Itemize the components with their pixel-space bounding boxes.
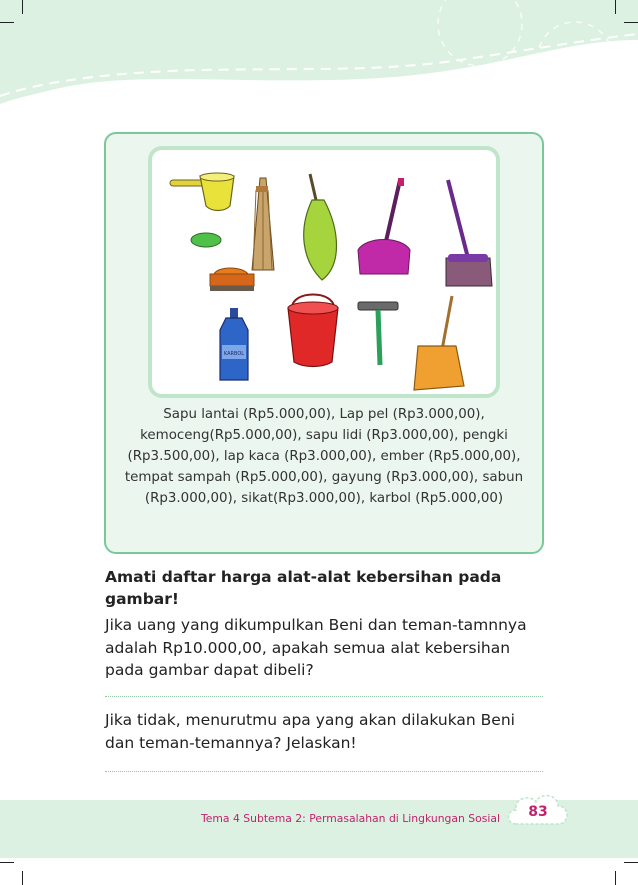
floor-broom-icon bbox=[446, 180, 492, 286]
cleaning-tools-drawing bbox=[152, 150, 496, 394]
crop-mark bbox=[615, 0, 616, 14]
price-list-text: Sapu lantai (Rp5.000,00), Lap pel (Rp3.000,00), kemoceng(Rp5.000,00), sapu lidi (Rp3.000,00), pengki (Rp3.500,00), lap kaca (Rp3.000,00), ember (Rp5.000,00), tempat sampah (Rp5.000,00), gayung (Rp3.000,00), sabun (Rp3.000,00), sikat(Rp3.000,00), karbol (Rp5.000,00) bbox=[124, 407, 524, 506]
crop-mark bbox=[0, 22, 14, 23]
crop-mark bbox=[624, 862, 638, 863]
stick-broom-icon bbox=[252, 178, 274, 270]
answer-line-1[interactable] bbox=[105, 696, 543, 697]
mop-icon bbox=[358, 178, 410, 274]
dustpan-icon bbox=[414, 296, 464, 390]
squeegee-icon bbox=[358, 302, 398, 365]
soap-icon bbox=[191, 233, 221, 247]
disinfectant-bottle-icon bbox=[220, 308, 248, 380]
page-number: 83 bbox=[528, 804, 548, 820]
footer-theme-text: Tema 4 Subtema 2: Permasalahan di Lingkungan Sosial bbox=[201, 812, 500, 825]
bucket-icon bbox=[288, 295, 338, 367]
question-1: Jika uang yang dikumpulkan Beni dan teman-tamnnya adalah Rp10.000,00, apakah semua alat kebersihan pada gambar dapat dibeli? bbox=[105, 616, 527, 679]
instruction-heading: Amati daftar harga alat-alat kebersihan pada gambar! bbox=[105, 568, 502, 608]
crop-mark bbox=[0, 862, 14, 863]
cleaning-tools-illustration bbox=[148, 146, 500, 398]
answer-line-2[interactable] bbox=[105, 771, 543, 772]
crop-mark bbox=[615, 871, 616, 885]
crop-mark bbox=[22, 0, 23, 14]
bottle-label: KARBOL bbox=[223, 351, 245, 357]
header-decoration bbox=[0, 0, 638, 118]
dipper-icon bbox=[170, 173, 234, 211]
crop-mark bbox=[22, 871, 23, 885]
question-2: Jika tidak, menurutmu apa yang akan dilakukan Beni dan teman-temannya? Jelaskan! bbox=[105, 711, 515, 752]
crop-mark bbox=[624, 22, 638, 23]
scrub-brush-icon bbox=[210, 268, 254, 291]
feather-duster-icon bbox=[304, 174, 337, 280]
